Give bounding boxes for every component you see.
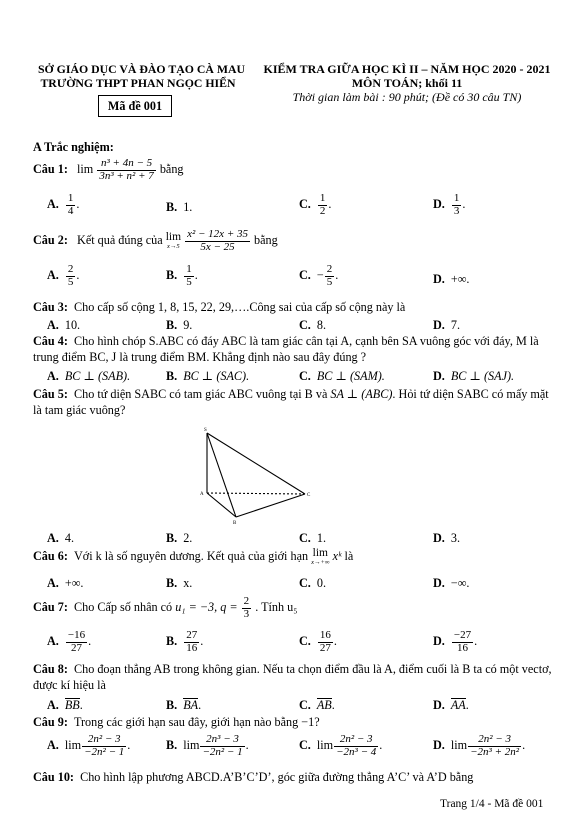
question-label: Câu 10: [33, 770, 74, 784]
question-10 [33, 770, 473, 785]
question-8 [33, 662, 553, 693]
q2-option-b[interactable]: B. $\frac{1}{5}$ . [166, 263, 198, 288]
q5-option-a[interactable]: A. 4. [47, 531, 74, 545]
exam-time: Thời gian làm bài : 90 phút; (Đề có 30 câu TN) [292, 90, 522, 104]
q7-option-a[interactable]: A. $\frac{-16}{27}$ . [47, 629, 92, 654]
exam-code-box: Mã đề 001 [98, 95, 172, 117]
question-1 [33, 158, 184, 182]
q9-option-c[interactable]: C. lim $\frac{\text{2n² − 3}}{\text{−2n³ − 4}}$ . [299, 733, 383, 758]
q1-option-c[interactable]: C. $\frac{1}{2}$ . [299, 192, 332, 217]
question-2 [33, 229, 278, 253]
question-3 [33, 300, 405, 315]
question-tail: . Tính u₅ [255, 599, 298, 614]
question-text: Cho tứ diện SABC có tam giác ABC vuông tại B và [73, 387, 328, 401]
q6-option-c[interactable]: C. 0. [299, 576, 326, 590]
question-text: Kết quả đúng của [77, 232, 163, 247]
question-5 [33, 387, 553, 418]
question-label: Câu 3: [33, 300, 68, 314]
question-tail: là [344, 548, 354, 563]
q4-option-c[interactable]: C. BC ⊥ (SAM). [299, 369, 385, 383]
edge-ac-hidden [207, 493, 305, 494]
q4-option-d[interactable]: D. BC ⊥ (SAJ). [433, 369, 515, 383]
department-name: SỞ GIÁO DỤC VÀ ĐÀO TẠO CÀ MAU [38, 62, 246, 76]
q7-option-b[interactable]: B. $\frac{27}{16}$ . [166, 629, 204, 654]
q8-option-b[interactable]: B. BA. [166, 698, 202, 712]
label-c: C [307, 493, 311, 498]
q1-option-a[interactable]: A. $\frac{1}{4}$ . [47, 192, 80, 217]
question-text: Cho Cấp số nhân có [73, 599, 173, 614]
ratio-fraction: $\frac{2}{3}$ [243, 595, 250, 620]
label-b: B [233, 521, 237, 526]
q7-option-c[interactable]: C. $\frac{16}{27}$ . [299, 629, 337, 654]
tetrahedron-figure [195, 425, 320, 527]
q4-option-a[interactable]: A. BC ⊥ (SAB). [47, 369, 131, 383]
question-4 [33, 334, 553, 365]
question-7 [33, 596, 298, 620]
edge-sc [207, 433, 305, 494]
q1-option-b[interactable]: B. 1. [166, 200, 193, 214]
fraction: $\frac{\text{x² − 12x + 35}}{5x - 25}$ [187, 228, 248, 253]
q6-option-b[interactable]: B. x. [166, 576, 193, 590]
question-text: Trong các giới hạn sau đây, giới hạn nào bằng −1? [73, 715, 320, 729]
limit-word: lim [77, 161, 94, 176]
q2-option-d[interactable]: D. +∞. [433, 272, 470, 286]
question-label: Câu 7: [33, 599, 68, 614]
section-title: A Trắc nghiệm: [33, 140, 114, 154]
condition: u₁ = −3, q = [175, 599, 238, 614]
question-6 [33, 548, 353, 566]
q5-option-d[interactable]: D. 3. [433, 531, 460, 545]
q9-option-b[interactable]: B. lim $\frac{\text{2n³ − 3}}{\text{−2n² − 1}}$ . [166, 733, 249, 758]
q7-option-d[interactable]: D. $\frac{-27}{16}$ . [433, 629, 478, 654]
q3-option-b[interactable]: B. 9. [166, 318, 193, 332]
q4-option-b[interactable]: B. BC ⊥ (SAC). [166, 369, 250, 383]
edge-bc [236, 494, 305, 517]
question-label: Câu 6: [33, 548, 68, 563]
q9-option-d[interactable]: D. lim $\frac{\text{2n² − 3}}{\text{−2n³ + 2n²}}$ . [433, 733, 526, 758]
question-text: Cho đoạn thẳng AB trong không gian. Nếu ta chọn điểm đầu là A, điểm cuối là B ta có một vectơ, được kí hiệu là [33, 662, 552, 692]
limit-expression: xᵏ [332, 548, 342, 563]
q5-option-c[interactable]: C. 1. [299, 531, 326, 545]
fraction [97, 158, 155, 182]
question-label: Câu 2: [33, 232, 68, 247]
q5-option-b[interactable]: B. 2. [166, 531, 193, 545]
q2-option-a[interactable]: A. $\frac{2}{5}$ . [47, 263, 80, 288]
numerator: n³ + 4n − 5 [97, 158, 155, 171]
question-9 [33, 715, 320, 730]
q6-option-d[interactable]: D. −∞. [433, 576, 470, 590]
question-text: Cho hình lập phương ABCD.A’B’C’D’, góc giữa đường thẳng A’C’ và A’D bằng [80, 770, 474, 784]
question-text: Cho cấp số cộng 1, 8, 15, 22, 29,….Công sai của cấp số cộng này là [73, 300, 406, 314]
question-tail: bằng [254, 232, 278, 247]
question-text-2: . Hỏi tứ diện SABC có mấy mặt là tam giác vuông? [33, 387, 549, 417]
page-footer: Trang 1/4 - Mã đề 001 [440, 798, 544, 810]
q9-option-a[interactable]: A. lim $\frac{\text{2n² − 3}}{\text{−2n² − 1}}$ . [47, 733, 131, 758]
question-label: Câu 5: [33, 387, 68, 401]
question-label: Câu 1: [33, 161, 68, 176]
q1-option-d[interactable]: D. $\frac{1}{3}$ . [433, 192, 466, 217]
question-text: Cho hình chóp S.ABC có đáy ABC là tam giác cân tại A, cạnh bên SA vuông góc với đáy, M là trung điểm BC, J là trung điểm BM. Khẳng định nào sau đây đúng ? [33, 334, 539, 364]
q8-option-d[interactable]: D. AA. [433, 698, 469, 712]
q3-option-d[interactable]: D. 7. [433, 318, 460, 332]
limit: lim x→+∞ [311, 547, 330, 566]
condition: SA ⊥ (ABC) [330, 387, 393, 401]
label-a: A [200, 492, 204, 497]
limit: lim x→5 [165, 231, 182, 250]
question-label: Câu 4: [33, 334, 68, 348]
q8-option-a[interactable]: A. BB. [47, 698, 83, 712]
question-label: Câu 8: [33, 662, 68, 676]
school-name: TRƯỜNG THPT PHAN NGỌC HIỂN [40, 76, 236, 90]
q3-option-c[interactable]: C. 8. [299, 318, 326, 332]
question-tail: bằng [159, 161, 184, 176]
subject-title: MÔN TOÁN; khối 11 [351, 76, 463, 90]
question-label: Câu 9: [33, 715, 68, 729]
q2-option-c[interactable]: C. − $\frac{2}{5}$ . [299, 263, 339, 288]
q8-option-c[interactable]: C. AB. [299, 698, 335, 712]
exam-title: KIỂM TRA GIỮA HỌC KÌ II – NĂM HỌC 2020 - 2021 [263, 62, 551, 76]
label-s: S [204, 428, 207, 433]
q3-option-a[interactable]: A. 10. [47, 318, 81, 332]
q6-option-a[interactable]: A. +∞. [47, 576, 84, 590]
denominator: 3n³ + n² + 7 [99, 169, 154, 182]
question-text: Với k là số nguyên dương. Kết quả của giới hạn [73, 548, 309, 563]
